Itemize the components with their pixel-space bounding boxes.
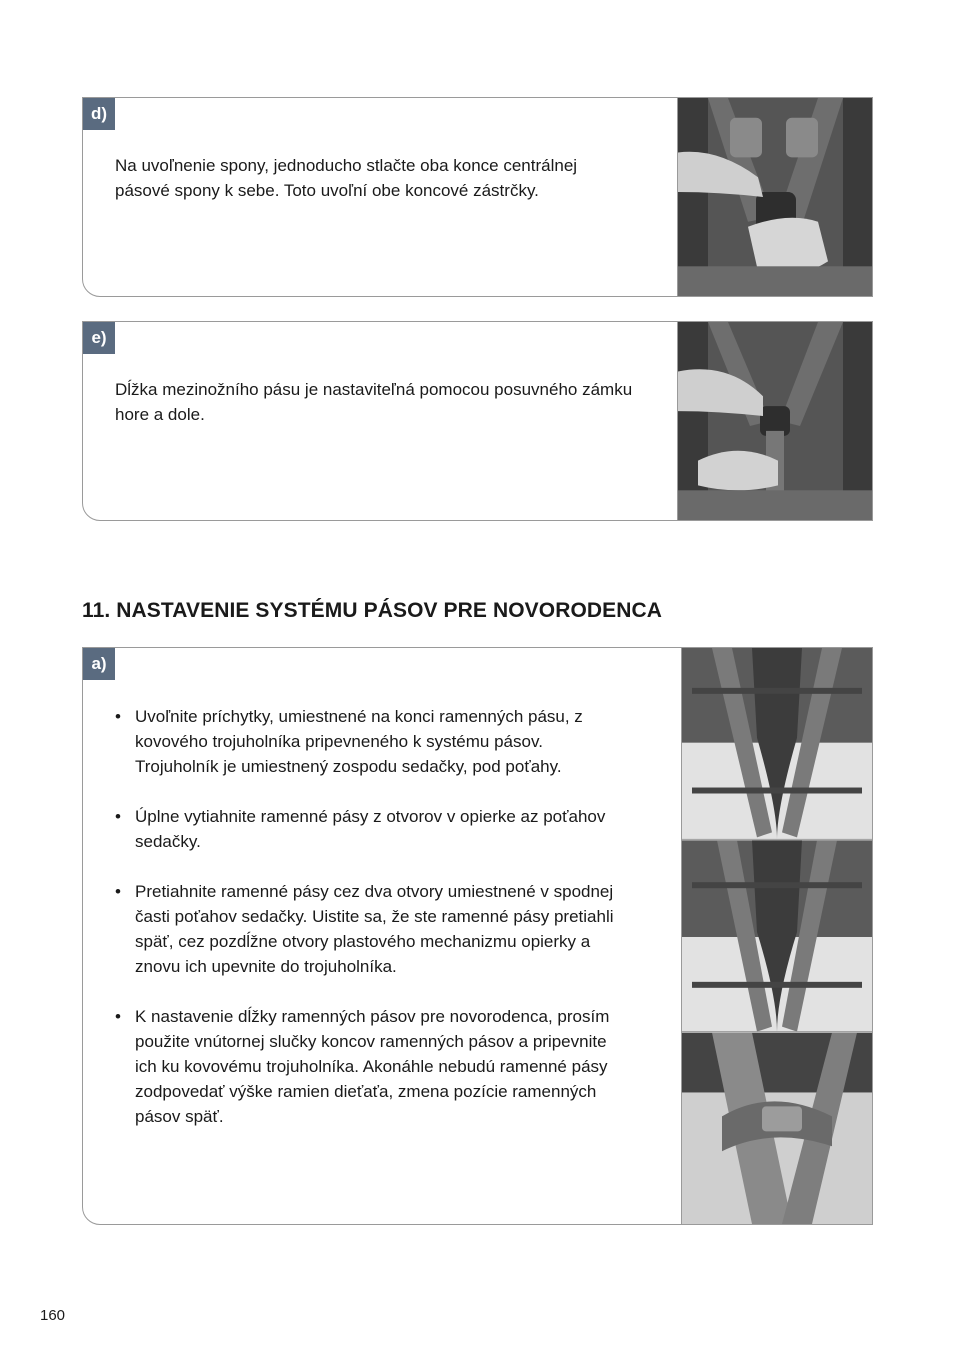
- buckle-release-photo: [677, 98, 872, 296]
- bullet-item: • Pretiahnite ramenné pásy cez dva otvory umiestnené v spodnej časti poťahov sedačky. Uistite sa, že ste ramenné pásy pretiahli späť, cez pozdĺžne otvory plastového mechanizmu opierky a znovu ich upevnite do trojuholníka.: [115, 879, 615, 979]
- bullet-item: • K nastavenie dĺžky ramenných pásov pre novorodenca, prosím použite vnútornej slučky koncov ramenných pásov a pripevnite ich ku kovovému trojuholníka. Akonáhle nebudú ramenné pásy zodpovedať výške ramien dieťaťa, zmena pozície ramenných pásov späť.: [115, 1004, 615, 1129]
- section-label: e): [83, 322, 115, 354]
- bullet-list: [115, 704, 615, 1129]
- section-label: d): [83, 98, 115, 130]
- harness-photos: [681, 648, 872, 1224]
- section-text: Dĺžka mezinožního pásu je nastaviteľná pomocou posuvného zámku hore a dole.: [115, 380, 633, 424]
- crotch-strap-photo: [677, 322, 872, 520]
- harness-photo-3: [682, 1033, 872, 1224]
- section-text: Na uvoľnenie spony, jednoducho stlačte oba konce centrálnej pásové spony k sebe. Toto uvoľní obe koncové zástrčky.: [115, 156, 578, 200]
- page-number: 160: [40, 1307, 66, 1324]
- chapter-heading: 11. NASTAVENIE SYSTÉMU PÁSOV PRE NOVORODENCA: [82, 599, 663, 622]
- section-label: a): [83, 648, 115, 680]
- bullet-item: • Úplne vytiahnite ramenné pásy z otvorov v opierke az poťahov sedačky.: [115, 804, 615, 854]
- section-e-box: [82, 321, 873, 521]
- bullet-list-container: [115, 704, 615, 1154]
- section-a-box: [82, 647, 873, 1225]
- harness-photo-2: [682, 840, 872, 1031]
- harness-photo-1: [682, 648, 872, 839]
- bullet-item: • Uvoľnite príchytky, umiestnené na konci ramenných pásu, z kovového trojuholníka pripevneného k systému pásov. Trojuholník je umiestnený zospodu sedačky, pod poťahy.: [115, 704, 615, 779]
- section-d-box: [82, 97, 873, 297]
